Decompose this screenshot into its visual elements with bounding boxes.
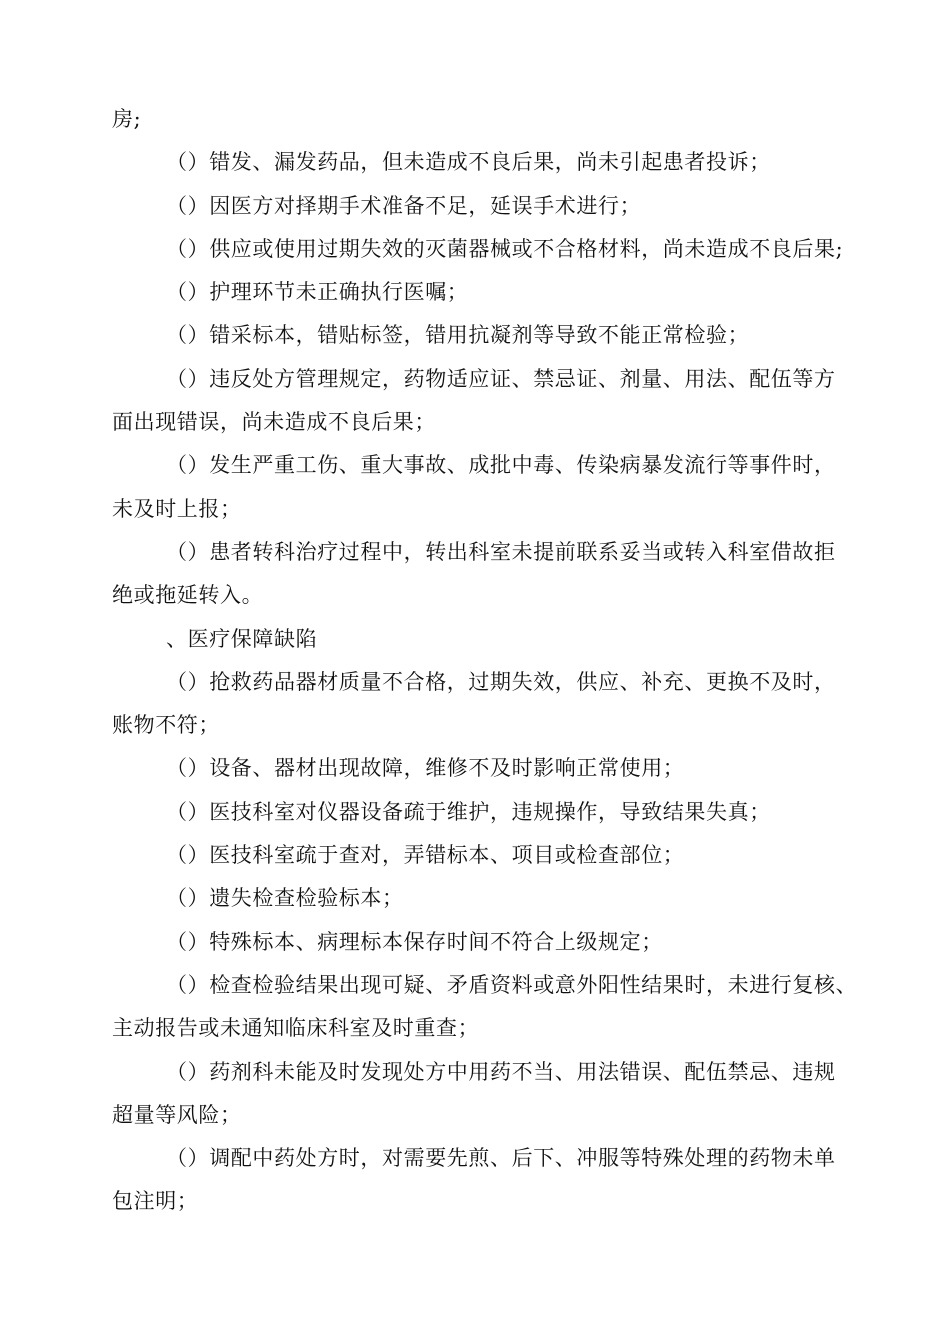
list-item: （）护理环节未正确执行医嘱； [166, 280, 469, 305]
list-item: （）设备、器材出现故障，维修不及时影响正常使用； [166, 756, 685, 781]
list-item: （）错发、漏发药品，但未造成不良后果，尚未引起患者投诉； [166, 150, 771, 175]
list-item: （）患者转科治疗过程中，转出科室未提前联系妥当或转入科室借故拒 [166, 539, 836, 564]
text-line: 未及时上报； [112, 496, 242, 521]
list-item: （）医技科室疏于查对，弄错标本、项目或检查部位； [166, 843, 685, 868]
list-item: （）发生严重工伤、重大事故、成批中毒、传染病暴发流行等事件时， [166, 453, 836, 478]
list-item: （）因医方对择期手术准备不足，延误手术进行； [166, 193, 642, 218]
text-line: 绝或拖延转入。 [112, 583, 264, 608]
list-item: （）医技科室对仪器设备疏于维护，违规操作，导致结果失真； [166, 799, 771, 824]
document-body [112, 98, 872, 1224]
list-item: （）检查检验结果出现可疑、矛盾资料或意外阳性结果时，未进行复核、 [166, 972, 858, 997]
list-item: （）抢救药品器材质量不合格，过期失效，供应、补充、更换不及时， [166, 669, 836, 694]
list-item: （）调配中药处方时，对需要先煎、后下、冲服等特殊处理的药物未单 [166, 1146, 836, 1171]
list-item: （）特殊标本、病理标本保存时间不符合上级规定； [166, 929, 663, 954]
list-item: （）药剂科未能及时发现处方中用药不当、用法错误、配伍禁忌、违规 [166, 1059, 836, 1084]
text-line: 主动报告或未通知临床科室及时重查； [112, 1016, 480, 1041]
list-item: （）遗失检查检验标本； [166, 886, 404, 911]
text-line: 房; [112, 107, 142, 131]
list-item: （）供应或使用过期失效的灭菌器械或不合格材料，尚未造成不良后果; [166, 236, 844, 261]
section-heading: 、医疗保障缺陷 [166, 626, 318, 651]
text-line: 账物不符； [112, 713, 220, 738]
list-item: （）违反处方管理规定，药物适应证、禁忌证、剂量、用法、配伍等方 [166, 366, 836, 391]
text-line: 超量等风险； [112, 1102, 242, 1127]
list-item: （）错采标本，错贴标签，错用抗凝剂等导致不能正常检验； [166, 323, 750, 348]
text-line: 包注明； [112, 1189, 199, 1214]
text-line: 面出现错误，尚未造成不良后果； [112, 410, 436, 435]
